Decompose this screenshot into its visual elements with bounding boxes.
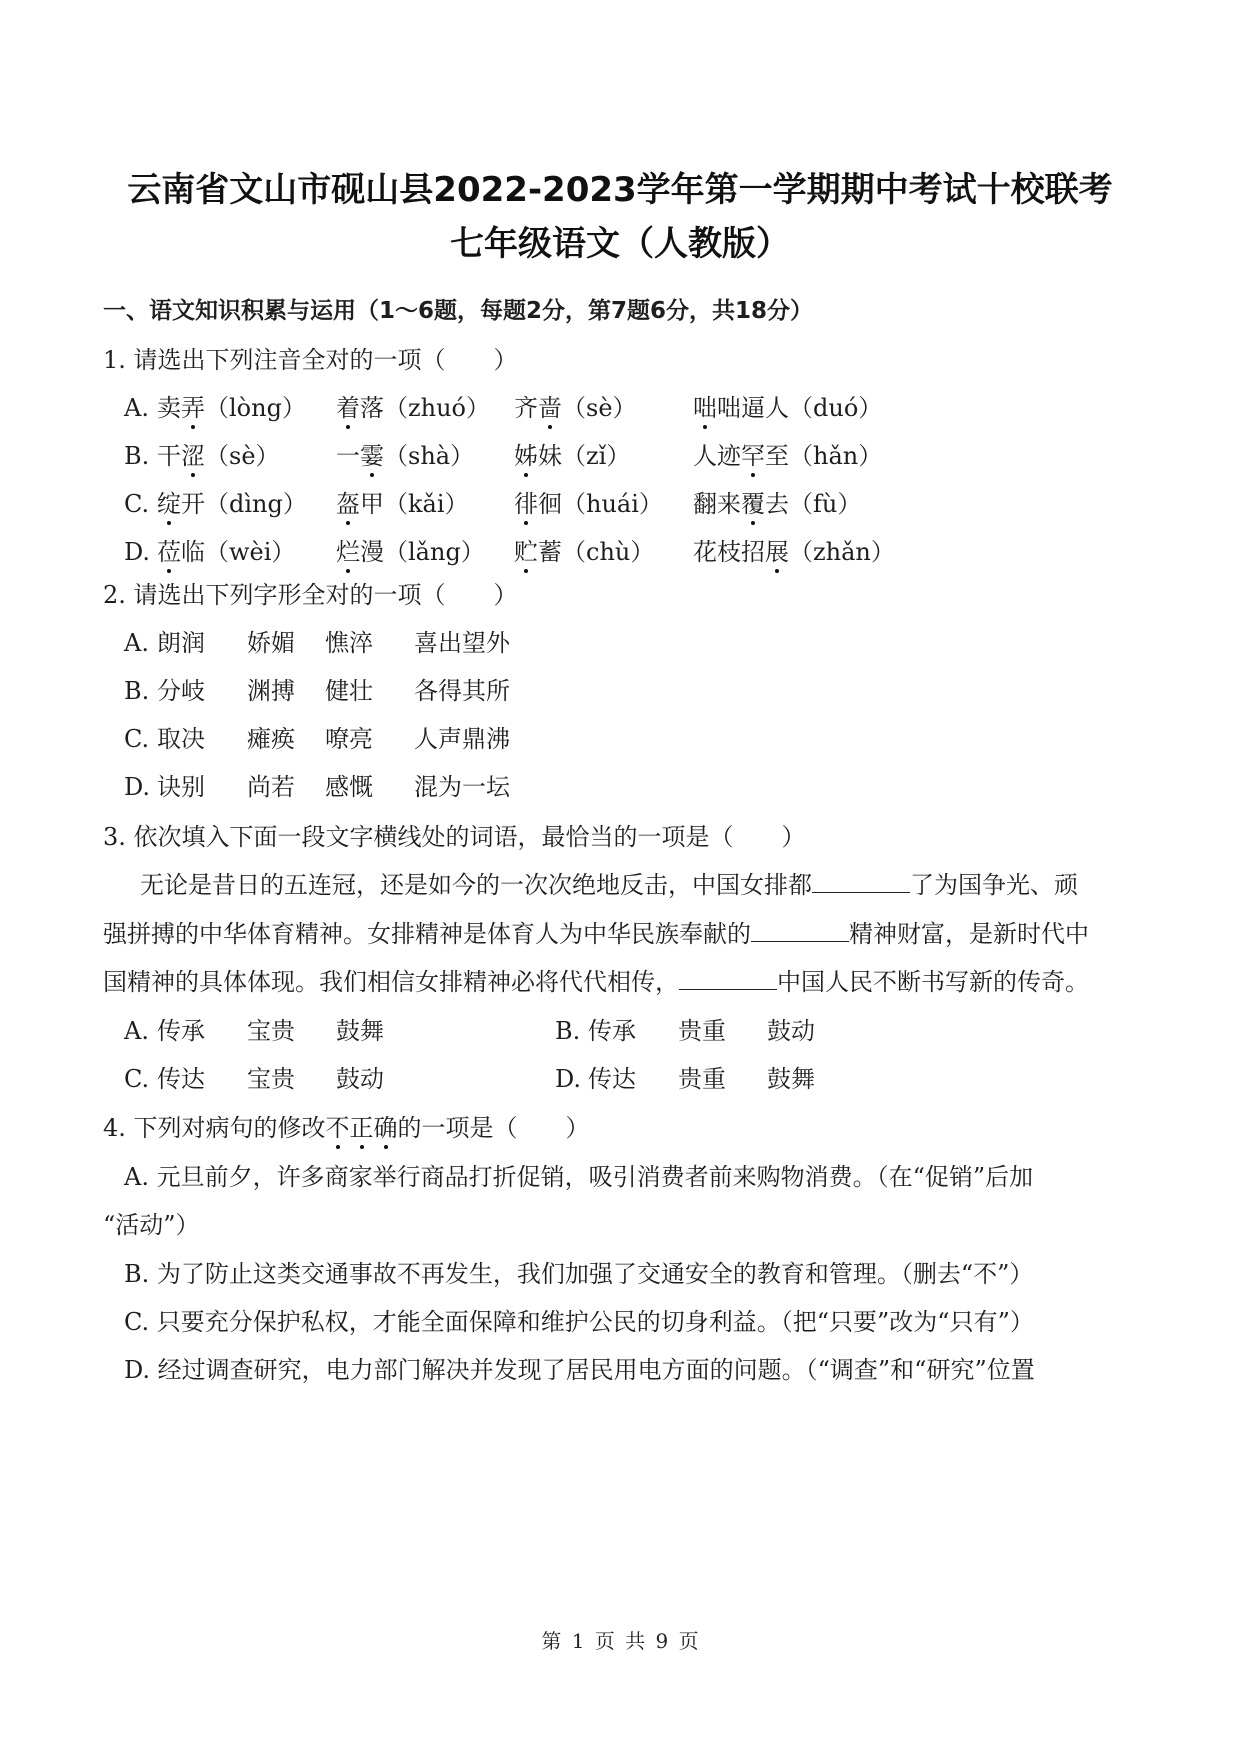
- q3-paragraph-line: [103, 967, 1089, 997]
- emphasis-char: 莅: [157, 538, 181, 566]
- emphasis-char: 咄: [693, 394, 717, 422]
- q2-option-word: 喜出望外: [414, 629, 510, 657]
- emphasis-char: 绽: [157, 490, 181, 518]
- option-label: C.: [124, 490, 150, 518]
- q1-option-item: [693, 489, 861, 519]
- emphasis-char: 涩: [181, 442, 205, 470]
- item-text: 至（hǎn）: [765, 442, 883, 470]
- q1-option-item: [157, 537, 295, 567]
- item-text: （sè）: [562, 394, 637, 422]
- option-label: A.: [124, 629, 149, 657]
- q1-option-item: [693, 537, 895, 567]
- emphasis-char: 不: [325, 1114, 350, 1142]
- q3-option-word: 贵重: [678, 1017, 726, 1045]
- item-text: （lòng）: [205, 394, 306, 422]
- emphasis-char: 正: [349, 1114, 374, 1142]
- q2-option-word: 瘫痪: [247, 725, 295, 753]
- option-label: C.: [124, 725, 150, 753]
- q2-option-word: 憔淬: [325, 629, 373, 657]
- item-text: 徊（huái）: [538, 490, 663, 518]
- q3-option-word: 鼓动: [336, 1065, 384, 1093]
- emphasis-char: 姊: [514, 442, 538, 470]
- q3-blank-2: [751, 919, 849, 942]
- q3-paragraph-line: [140, 870, 1078, 900]
- option-label: B.: [124, 442, 150, 470]
- q1-option-item: [336, 489, 469, 519]
- emphasis-char: 啬: [538, 394, 562, 422]
- option-label: A.: [124, 1017, 149, 1045]
- item-text: 人迹: [693, 442, 741, 470]
- emphasis-char: 着: [336, 394, 360, 422]
- q1-stem: 1. 请选出下列注音全对的一项（ ）: [103, 346, 518, 374]
- exam-title: 云南省文山市砚山县2022-2023学年第一学期期中考试十校联考: [127, 170, 1113, 210]
- item-text: 咄逼人（duó）: [717, 394, 883, 422]
- q3-option-word: 鼓舞: [336, 1017, 384, 1045]
- q1-option-item: [157, 489, 307, 519]
- emphasis-char: 覆: [741, 490, 765, 518]
- option-label: B.: [124, 677, 150, 705]
- emphasis-char: 确: [373, 1114, 398, 1142]
- section-heading: 一、语文知识积累与运用（1～6题，每题2分，第7题6分，共18分）: [103, 298, 814, 324]
- q1-option-item: [693, 393, 882, 423]
- q3-paragraph-line: [103, 919, 1089, 949]
- item-text: （zhǎn）: [789, 538, 895, 566]
- q3-option-word: 宝贵: [247, 1065, 295, 1093]
- q1-option-item: [514, 489, 663, 519]
- item-text: 干: [157, 442, 181, 470]
- emphasis-char: 盔: [336, 490, 360, 518]
- q4-option-d: D. 经过调查研究，电力部门解决并发现了居民用电方面的问题。（“调查”和“研究”位置: [124, 1356, 1035, 1384]
- q3-option-word: 贵重: [678, 1065, 726, 1093]
- q4-option-b: B. 为了防止这类交通事故不再发生，我们加强了交通安全的教育和管理。（删去“不”）: [124, 1260, 1034, 1288]
- q3-text: 中国人民不断书写新的传奇。: [777, 968, 1089, 996]
- item-text: 一: [336, 442, 360, 470]
- q2-option-word: 娇媚: [247, 629, 295, 657]
- emphasis-char: 罕: [741, 442, 765, 470]
- item-text: 开（dìng）: [181, 490, 307, 518]
- q3-option-word: 传达: [157, 1065, 205, 1093]
- q3-blank-3: [679, 967, 777, 990]
- option-label: A.: [124, 394, 149, 422]
- q1-option-item: [336, 537, 485, 567]
- option-label: C.: [124, 1065, 150, 1093]
- q2-stem: 2. 请选出下列字形全对的一项（ ）: [103, 581, 518, 609]
- option-label: B.: [555, 1017, 581, 1045]
- q1-option-item: [336, 393, 490, 423]
- q3-blank-1: [812, 870, 910, 893]
- emphasis-char: 弄: [181, 394, 205, 422]
- q1-option-item: [336, 441, 474, 471]
- q1-option-item: [157, 393, 306, 423]
- q4-option-a-cont: “活动”）: [103, 1211, 200, 1239]
- q3-option-word: 鼓动: [767, 1017, 815, 1045]
- q2-option-word: 尚若: [247, 773, 295, 801]
- q3-text: 国精神的具体体现。我们相信女排精神必将代代相传，: [103, 968, 679, 996]
- q2-option-word: 嘹亮: [325, 725, 373, 753]
- q2-option-word: 感慨: [325, 773, 373, 801]
- q3-text: 了为国争光、顽: [910, 871, 1078, 899]
- item-text: （shà）: [384, 442, 475, 470]
- item-text: 漫（lǎng）: [360, 538, 485, 566]
- emphasis-char: 贮: [514, 538, 538, 566]
- q1-option-item: [514, 441, 630, 471]
- q4-option-c: C. 只要充分保护私权，才能全面保障和维护公民的切身利益。（把“只要”改为“只有”）: [124, 1308, 1034, 1336]
- emphasis-char: 展: [765, 538, 789, 566]
- q3-stem: 3. 依次填入下面一段文字横线处的词语，最恰当的一项是（ ）: [103, 823, 806, 851]
- q2-option-word: 健壮: [325, 677, 373, 705]
- q3-text: 无论是昔日的五连冠，还是如今的一次次绝地反击，中国女排都: [140, 871, 812, 899]
- q3-option-word: 传承: [588, 1017, 636, 1045]
- q2-option-word: 混为一坛: [414, 773, 510, 801]
- page-footer: 第 1 页 共 9 页: [541, 1629, 699, 1653]
- q2-option-word: 渊搏: [247, 677, 295, 705]
- item-text: 落（zhuó）: [360, 394, 491, 422]
- item-text: （sè）: [205, 442, 280, 470]
- item-text: 临（wèi）: [181, 538, 296, 566]
- item-text: 花枝招: [693, 538, 765, 566]
- q2-option-word: 各得其所: [414, 677, 510, 705]
- q3-option-word: 宝贵: [247, 1017, 295, 1045]
- item-text: 蓄（chù）: [538, 538, 655, 566]
- item-text: 卖: [157, 394, 181, 422]
- q2-option-word: 诀别: [157, 773, 205, 801]
- q4-option-a: A. 元旦前夕，许多商家举行商品打折促销，吸引消费者前来购物消费。（在“促销”后加: [124, 1163, 1034, 1191]
- q4-stem-text: 的一项是（ ）: [397, 1114, 590, 1142]
- q2-option-word: 人声鼎沸: [414, 725, 510, 753]
- option-label: D.: [124, 773, 151, 801]
- q1-option-item: [514, 537, 654, 567]
- q1-option-item: [514, 393, 637, 423]
- q3-text: 精神财富，是新时代中: [849, 920, 1089, 948]
- q2-option-word: 朗润: [157, 629, 205, 657]
- item-text: 齐: [514, 394, 538, 422]
- emphasis-char: 徘: [514, 490, 538, 518]
- q3-option-word: 传承: [157, 1017, 205, 1045]
- emphasis-char: 烂: [336, 538, 360, 566]
- q2-option-word: 取决: [157, 725, 205, 753]
- item-text: 翻来: [693, 490, 741, 518]
- q1-option-item: [693, 441, 882, 471]
- option-label: D.: [124, 538, 151, 566]
- emphasis-char: 霎: [360, 442, 384, 470]
- item-text: 甲（kǎi）: [360, 490, 469, 518]
- item-text: 妹（zǐ）: [538, 442, 631, 470]
- exam-subtitle: 七年级语文（人教版）: [450, 224, 790, 264]
- q3-text: 强拼搏的中华体育精神。女排精神是体育人为中华民族奉献的: [103, 920, 751, 948]
- q3-option-word: 传达: [588, 1065, 636, 1093]
- q2-option-word: 分岐: [157, 677, 205, 705]
- item-text: 去（fù）: [765, 490, 862, 518]
- option-label: D.: [555, 1065, 582, 1093]
- q3-option-word: 鼓舞: [767, 1065, 815, 1093]
- q1-option-item: [157, 441, 280, 471]
- q4-stem: [103, 1113, 590, 1143]
- q4-stem-text: 4. 下列对病句的修改: [103, 1114, 326, 1142]
